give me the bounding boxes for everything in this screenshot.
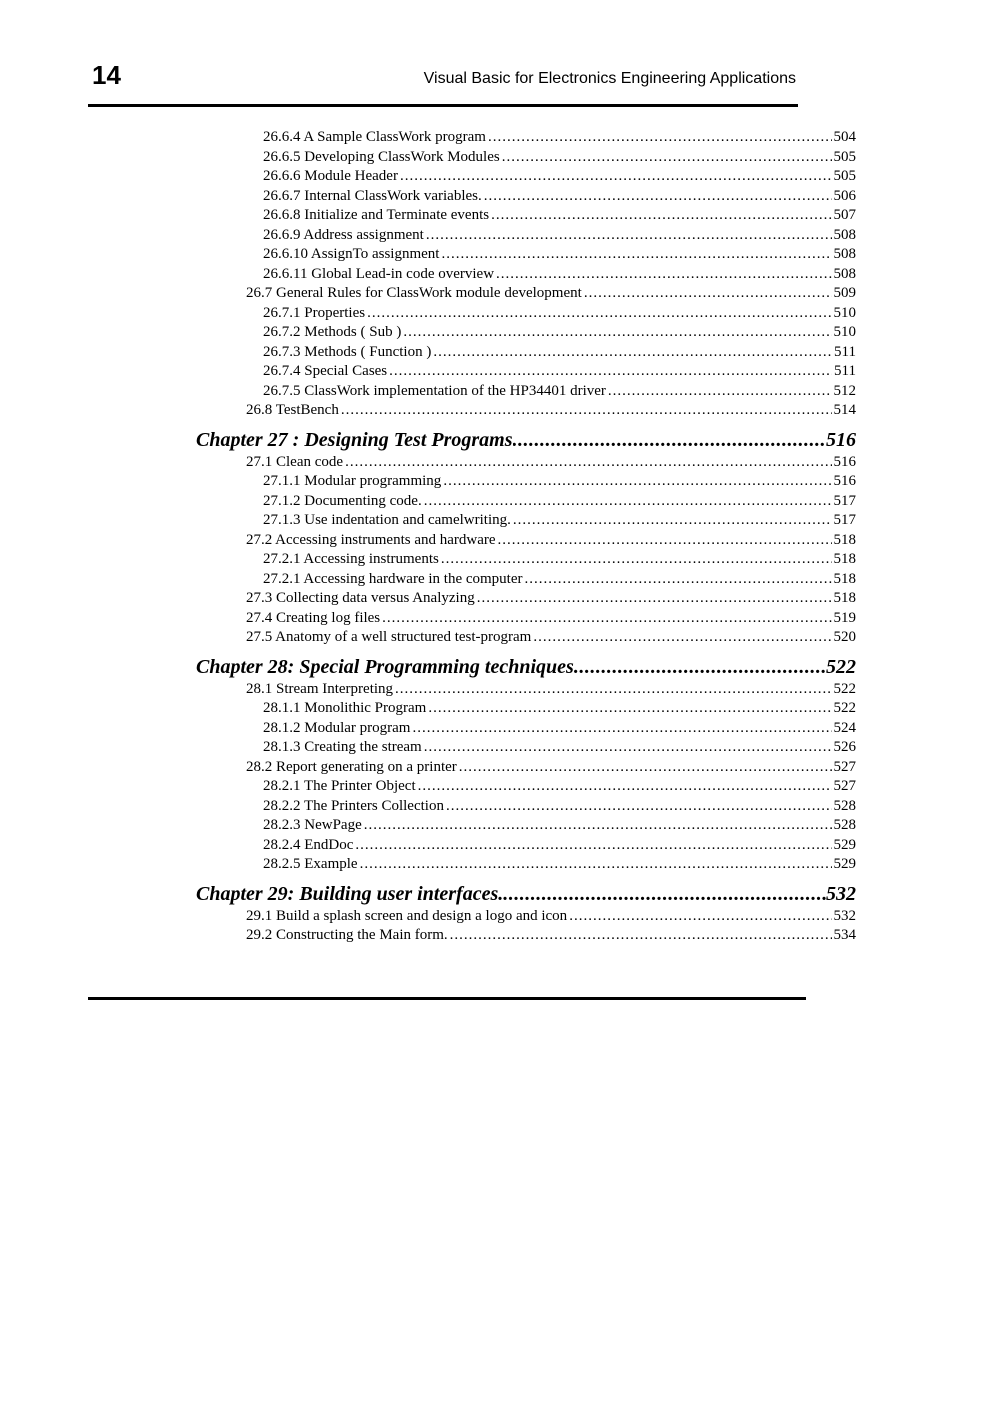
toc-entry-page: 528 bbox=[833, 817, 856, 833]
toc-entry-page: 517 bbox=[833, 512, 856, 528]
toc-entry-title: 27.1.2 Documenting code. bbox=[263, 492, 422, 509]
toc-entry-title: 28.1.3 Creating the stream bbox=[263, 739, 422, 755]
running-title: Visual Basic for Electronics Engineering Applications bbox=[423, 70, 796, 87]
dot-leader bbox=[608, 382, 832, 402]
toc-entry-page: 518 bbox=[833, 570, 856, 587]
toc-entry-title: 27.5 Anatomy of a well structured test-program bbox=[246, 629, 532, 645]
toc-entry-title: 28.2.2 The Printers Collection bbox=[263, 797, 444, 814]
toc-entry[interactable] bbox=[196, 680, 856, 700]
toc-entry-title: 26.6.4 A Sample ClassWork program bbox=[263, 129, 486, 145]
toc-entry-page: 509 bbox=[833, 285, 856, 301]
dot-leader bbox=[400, 167, 832, 187]
toc-entry[interactable] bbox=[196, 531, 856, 551]
toc-entry[interactable] bbox=[196, 628, 856, 648]
toc-entry-title: Chapter 28: Special Programming techniques bbox=[196, 655, 574, 678]
toc-entry-page: 504 bbox=[833, 129, 856, 145]
dot-leader bbox=[502, 148, 832, 168]
dot-leader bbox=[341, 401, 832, 421]
toc-entry-title: 28.2.1 The Printer Object bbox=[263, 778, 416, 794]
toc-entry[interactable] bbox=[196, 323, 856, 343]
toc-entry-title: 27.1.3 Use indentation and camelwriting. bbox=[263, 512, 511, 528]
toc-entry-page: 528 bbox=[833, 797, 856, 814]
toc-entry-title: 26.7.1 Properties bbox=[263, 304, 366, 321]
footer-rule bbox=[88, 997, 806, 1000]
toc-entry[interactable] bbox=[196, 167, 856, 187]
dot-leader bbox=[513, 428, 826, 453]
toc-entry-title: 26.7.2 Methods ( Sub ) bbox=[263, 324, 402, 340]
toc-entry[interactable] bbox=[196, 699, 856, 719]
toc-entry-page: 534 bbox=[833, 927, 856, 943]
dot-leader bbox=[441, 550, 832, 570]
toc-entry-title: 28.1 Stream Interpreting bbox=[246, 680, 394, 697]
toc-entry[interactable] bbox=[196, 609, 856, 629]
toc-entry-page: 519 bbox=[833, 609, 856, 626]
toc-entry[interactable] bbox=[196, 589, 856, 609]
toc-entry-page: 516 bbox=[833, 453, 856, 470]
toc-entry-page: 508 bbox=[833, 246, 856, 262]
dot-leader bbox=[498, 531, 832, 551]
toc-entry[interactable] bbox=[196, 245, 856, 265]
toc-entry-page: 505 bbox=[833, 168, 856, 184]
toc-entry-title: 28.1.1 Monolithic Program bbox=[263, 700, 427, 716]
toc-entry-page: 527 bbox=[833, 758, 856, 775]
toc-entry[interactable] bbox=[196, 148, 856, 168]
toc-entry-page: 510 bbox=[833, 304, 856, 321]
toc-entry[interactable] bbox=[196, 128, 856, 148]
dot-leader bbox=[446, 797, 832, 817]
dot-leader bbox=[503, 882, 826, 907]
toc-entry-page: 522 bbox=[833, 680, 856, 697]
dot-leader bbox=[513, 511, 832, 531]
toc-entry-page: 511 bbox=[834, 343, 856, 360]
toc-entry-page: 518 bbox=[833, 551, 856, 567]
toc-entry-page: 505 bbox=[833, 148, 856, 165]
toc-entry[interactable] bbox=[196, 816, 856, 836]
dot-leader bbox=[428, 699, 831, 719]
toc-entry-title: 26.6.11 Global Lead-in code overview bbox=[263, 265, 495, 282]
dot-leader bbox=[433, 343, 832, 363]
dot-leader bbox=[450, 926, 832, 946]
dot-leader bbox=[395, 680, 831, 700]
toc-entry-page: 532 bbox=[833, 907, 856, 924]
dot-leader bbox=[424, 738, 832, 758]
toc-entry-title: Chapter 29: Building user interfaces. bbox=[196, 882, 504, 905]
toc-entry-page: 510 bbox=[833, 324, 856, 340]
table-of-contents bbox=[196, 128, 856, 946]
toc-entry-page: 506 bbox=[833, 187, 856, 204]
toc-entry[interactable] bbox=[196, 738, 856, 758]
dot-leader bbox=[418, 777, 832, 797]
toc-entry-title: 28.2 Report generating on a printer bbox=[246, 758, 457, 775]
toc-entry-page: 517 bbox=[833, 492, 856, 509]
dot-leader bbox=[345, 453, 831, 473]
dot-leader bbox=[525, 570, 832, 590]
toc-entry-page: 516 bbox=[826, 428, 856, 451]
dot-leader bbox=[477, 589, 832, 609]
toc-entry-title: 26.7.5 ClassWork implementation of the HP34401 driver bbox=[263, 382, 606, 399]
toc-entry[interactable] bbox=[196, 926, 856, 946]
toc-entry[interactable] bbox=[196, 777, 856, 797]
toc-entry-title: 26.6.7 Internal ClassWork variables. bbox=[263, 187, 482, 204]
dot-leader bbox=[389, 362, 832, 382]
toc-entry-title: 26.7.3 Methods ( Function ) bbox=[263, 343, 432, 360]
dot-leader bbox=[569, 907, 831, 927]
toc-entry[interactable] bbox=[196, 265, 856, 285]
dot-leader bbox=[424, 492, 832, 512]
toc-entry-page: 522 bbox=[826, 655, 856, 678]
toc-entry[interactable] bbox=[196, 382, 856, 402]
toc-entry-title: 26.8 TestBench bbox=[246, 402, 339, 418]
toc-entry[interactable] bbox=[196, 206, 856, 226]
toc-entry-page: 526 bbox=[833, 739, 856, 755]
toc-entry[interactable] bbox=[196, 187, 856, 207]
dot-leader bbox=[484, 187, 832, 207]
dot-leader bbox=[364, 816, 832, 836]
toc-entry-page: 520 bbox=[833, 629, 856, 645]
toc-entry-title: 27.4 Creating log files bbox=[246, 609, 381, 626]
toc-entry-title: 26.6.9 Address assignment bbox=[263, 226, 424, 243]
toc-entry-title: Chapter 27 : Designing Test Programs bbox=[196, 428, 513, 451]
toc-entry-page: 516 bbox=[833, 473, 856, 489]
toc-entry-page: 529 bbox=[833, 856, 856, 872]
dot-leader bbox=[426, 226, 832, 246]
toc-entry-title: 26.6.10 AssignTo assignment bbox=[263, 246, 440, 262]
toc-entry[interactable] bbox=[196, 284, 856, 304]
toc-entry-page: 518 bbox=[833, 590, 856, 606]
toc-entry-title: 27.2.1 Accessing hardware in the computer bbox=[263, 570, 523, 587]
toc-entry[interactable] bbox=[196, 453, 856, 473]
toc-entry-page: 512 bbox=[833, 382, 856, 399]
toc-entry-title: 28.1.2 Modular program bbox=[263, 719, 411, 736]
toc-entry-page: 508 bbox=[833, 265, 856, 282]
dot-leader bbox=[403, 323, 831, 343]
toc-entry[interactable] bbox=[196, 492, 856, 512]
toc-entry-title: 26.7 General Rules for ClassWork module development bbox=[246, 285, 582, 301]
dot-leader bbox=[382, 609, 831, 629]
toc-entry-title: 28.2.3 NewPage bbox=[263, 817, 362, 833]
toc-entry-title: 27.2 Accessing instruments and hardware bbox=[246, 531, 496, 548]
toc-entry-page: 508 bbox=[833, 226, 856, 243]
toc-entry-page: 524 bbox=[833, 719, 856, 736]
dot-leader bbox=[491, 206, 831, 226]
toc-entry-page: 529 bbox=[833, 836, 856, 853]
toc-entry[interactable] bbox=[196, 570, 856, 590]
dot-leader bbox=[355, 836, 831, 856]
toc-entry-title: 26.6.6 Module Header bbox=[263, 168, 398, 184]
toc-entry-title: 27.3 Collecting data versus Analyzing bbox=[246, 590, 475, 606]
toc-entry-title: 27.1.1 Modular programming bbox=[263, 473, 442, 489]
toc-entry-title: 28.2.5 Example bbox=[263, 856, 358, 872]
dot-leader bbox=[367, 304, 831, 324]
toc-entry-page: 532 bbox=[826, 882, 856, 905]
toc-entry-page: 514 bbox=[833, 402, 856, 418]
toc-entry[interactable] bbox=[196, 719, 856, 739]
header-rule bbox=[88, 104, 798, 107]
toc-entry[interactable] bbox=[196, 472, 856, 492]
toc-entry[interactable] bbox=[196, 401, 856, 421]
toc-entry-title: 29.2 Constructing the Main form. bbox=[246, 927, 448, 943]
toc-entry[interactable] bbox=[196, 907, 856, 927]
dot-leader bbox=[496, 265, 831, 285]
dot-leader bbox=[574, 655, 826, 680]
dot-leader bbox=[584, 284, 832, 304]
toc-chapter-entry[interactable] bbox=[196, 428, 856, 453]
toc-entry-title: 26.7.4 Special Cases bbox=[263, 363, 388, 379]
dot-leader bbox=[533, 628, 831, 648]
toc-entry-title: 27.1 Clean code bbox=[246, 453, 344, 470]
dot-leader bbox=[360, 855, 832, 875]
toc-entry-page: 511 bbox=[834, 363, 856, 379]
toc-chapter-entry[interactable] bbox=[196, 655, 856, 680]
dot-leader bbox=[443, 472, 831, 492]
page-number: 14 bbox=[92, 60, 121, 90]
toc-entry-title: 26.6.5 Developing ClassWork Modules bbox=[263, 148, 500, 165]
toc-entry-page: 518 bbox=[833, 531, 856, 548]
toc-entry-page: 522 bbox=[833, 700, 856, 716]
toc-entry[interactable] bbox=[196, 511, 856, 531]
toc-entry[interactable] bbox=[196, 343, 856, 363]
toc-entry[interactable] bbox=[196, 855, 856, 875]
toc-entry[interactable] bbox=[196, 836, 856, 856]
dot-leader bbox=[412, 719, 831, 739]
toc-entry-page: 527 bbox=[833, 778, 856, 794]
toc-chapter-entry[interactable] bbox=[196, 882, 856, 907]
toc-entry[interactable] bbox=[196, 362, 856, 382]
toc-entry[interactable] bbox=[196, 226, 856, 246]
toc-entry-title: 27.2.1 Accessing instruments bbox=[263, 551, 439, 567]
toc-entry[interactable] bbox=[196, 304, 856, 324]
toc-entry[interactable] bbox=[196, 797, 856, 817]
toc-entry-title: 28.2.4 EndDoc bbox=[263, 836, 354, 853]
dot-leader bbox=[459, 758, 832, 778]
dot-leader bbox=[488, 128, 832, 148]
toc-entry-page: 507 bbox=[833, 207, 856, 223]
toc-entry[interactable] bbox=[196, 550, 856, 570]
toc-entry-title: 26.6.8 Initialize and Terminate events bbox=[263, 207, 490, 223]
toc-entry-title: 29.1 Build a splash screen and design a logo and icon bbox=[246, 907, 568, 924]
toc-entry[interactable] bbox=[196, 758, 856, 778]
dot-leader bbox=[441, 245, 831, 265]
